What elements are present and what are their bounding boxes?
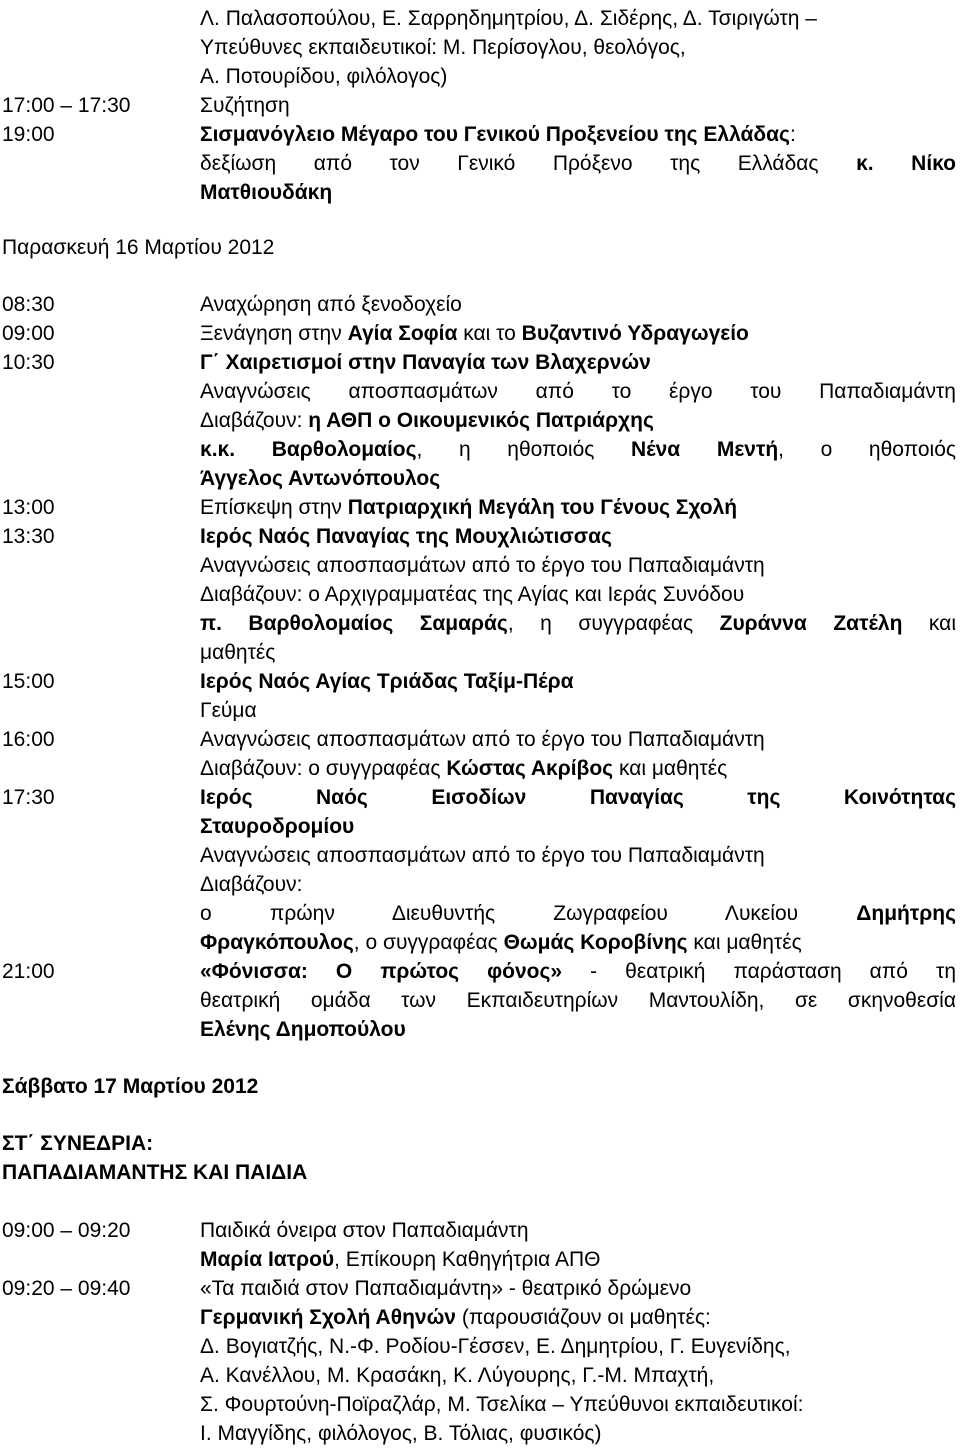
bold-text: Ματθιουδάκη: [200, 181, 333, 204]
text: Α. Κανέλλου, Μ. Κρασάκη, Κ. Λύγουρης, Γ.-Μ. Μπαχτή,: [200, 1364, 715, 1387]
section-heading: [2, 1158, 307, 1188]
schedule-text: [200, 290, 956, 320]
schedule-line: [0, 1129, 958, 1159]
text: , Επίκουρη Καθηγήτρια ΑΠΘ: [334, 1248, 601, 1271]
schedule-line: [0, 319, 958, 349]
schedule-line: [0, 435, 958, 465]
text: ο πρώην Διευθυντής Ζωγραφείου Λυκείου: [200, 902, 857, 925]
schedule-line: [0, 33, 958, 63]
text: Αναγνώσεις αποσπασμάτων από το έργο του Παπαδιαμάντη: [200, 728, 765, 751]
schedule-text: [200, 812, 956, 842]
bold-text: «Φόνισσα: Ο πρώτος φόνος»: [200, 960, 563, 983]
schedule-line: [0, 667, 958, 697]
schedule-text: [200, 33, 956, 63]
bold-text: Θωμάς Κοροβίνης: [503, 931, 688, 954]
schedule-line: [0, 62, 958, 92]
schedule-text: [200, 957, 956, 987]
text: Παιδικά όνειρα στον Παπαδιαμάντη: [200, 1219, 529, 1242]
schedule-time: 13:30: [2, 525, 55, 548]
text: Αναγνώσεις αποσπασμάτων από το έργο του Παπαδιαμάντη: [200, 380, 956, 403]
schedule-line: [0, 493, 958, 523]
schedule-text: [200, 522, 956, 552]
bold-text: Δημήτρης: [856, 902, 956, 925]
bold-text: π. Βαρθολομαίος Σαμαράς: [200, 612, 508, 635]
schedule-text: [200, 1015, 956, 1045]
schedule-text: [200, 1303, 956, 1333]
schedule-line: [0, 870, 958, 900]
schedule-text: [200, 667, 956, 697]
schedule-line: [0, 899, 958, 929]
bold-text: Πατριαρχική Μεγάλη του Γένους Σχολή: [347, 496, 738, 519]
bold-text: Βυζαντινό Υδραγωγείο: [521, 322, 749, 345]
schedule-line: [0, 1332, 958, 1362]
text: Συζήτηση: [200, 94, 290, 117]
schedule-line: [0, 348, 958, 378]
text: και μαθητές: [613, 757, 728, 780]
schedule-line: [0, 1158, 958, 1188]
text: Υπεύθυνες εκπαιδευτικοί: Μ. Περίσογλου, θεολόγος,: [200, 36, 686, 59]
schedule-time: 17:00 – 17:30: [2, 94, 131, 117]
schedule-text: [200, 1390, 956, 1420]
text: , η συγγραφέας: [507, 612, 720, 635]
schedule-text: [200, 754, 956, 784]
text: Επίσκεψη στην: [200, 496, 348, 519]
schedule-line: [0, 4, 958, 34]
schedule-text: [200, 1332, 956, 1362]
schedule-line: [0, 120, 958, 150]
schedule-line: [0, 725, 958, 755]
schedule-line: [0, 1216, 958, 1246]
schedule-line: [0, 290, 958, 320]
schedule-text: [200, 609, 956, 639]
schedule-text: [200, 435, 956, 465]
text: και το: [457, 322, 522, 345]
schedule-text: [200, 91, 956, 121]
schedule-line: [0, 696, 958, 726]
schedule-text: [200, 348, 956, 378]
schedule-text: [200, 841, 956, 871]
schedule-text: [200, 580, 956, 610]
schedule-time: 19:00: [2, 123, 55, 146]
schedule-text: [200, 928, 956, 958]
schedule-line: [0, 1245, 958, 1275]
schedule-line: [0, 377, 958, 407]
text: :: [789, 123, 796, 146]
schedule-text: [200, 406, 956, 436]
schedule-line: [0, 1361, 958, 1391]
schedule-text: [200, 120, 956, 150]
schedule-text: [200, 493, 956, 523]
schedule-line: [0, 149, 958, 179]
schedule-text: [200, 725, 956, 755]
schedule-text: [200, 1361, 956, 1391]
text: Δ. Βογιατζής, Ν.-Φ. Ροδίου-Γέσσεν, Ε. Δημητρίου, Γ. Ευγενίδης,: [200, 1335, 791, 1358]
schedule-text: [200, 870, 956, 900]
bold-text: Σισμανόγλειο Μέγαρο του Γενικού Προξενείου της Ελλάδας: [200, 123, 790, 146]
schedule-line: [0, 580, 958, 610]
bold-text: Σάββατο 17 Μαρτίου 2012: [2, 1075, 259, 1098]
schedule-line: [0, 783, 958, 813]
schedule-text: [200, 62, 956, 92]
schedule-line: [0, 841, 958, 871]
text: Διαβάζουν: ο Αρχιγραμματέας της Αγίας και Ιεράς Συνόδου: [200, 583, 745, 606]
schedule-time: 08:30: [2, 293, 55, 316]
text: - θεατρική παράσταση από τη: [562, 960, 956, 983]
schedule-line: [0, 233, 958, 263]
schedule-time: 16:00: [2, 728, 55, 751]
schedule-time: 09:20 – 09:40: [2, 1277, 131, 1300]
text: , ο ηθοποιός: [778, 438, 956, 461]
schedule-text: [200, 1216, 956, 1246]
bold-text: Σταυροδρομίου: [200, 815, 355, 838]
text: Ξενάγηση στην: [200, 322, 348, 345]
bold-text: Ελένης Δημοπούλου: [200, 1018, 406, 1041]
bold-text: Γερμανική Σχολή Αθηνών: [200, 1306, 456, 1329]
schedule-line: [0, 406, 958, 436]
schedule-text: [200, 1419, 956, 1449]
schedule-line: [0, 1390, 958, 1420]
bold-text: η ΑΘΠ ο Οικουμενικός Πατριάρχης: [308, 409, 654, 432]
schedule-line: [0, 609, 958, 639]
schedule-line: [0, 638, 958, 668]
text: Σ. Φουρτούνη-Ποϊραζλάρ, Μ. Τσελίκα – Υπεύθυνοι εκπαιδευτικοί:: [200, 1393, 804, 1416]
text: «Τα παιδιά στον Παπαδιαμάντη» - θεατρικό δρώμενο: [200, 1277, 692, 1300]
schedule-line: [0, 957, 958, 987]
bold-text: Φραγκόπουλος: [200, 931, 354, 954]
text: Ι. Μαγγίδης, φιλόλογος, Β. Τόλιας, φυσικός): [200, 1422, 602, 1445]
schedule-time: 13:00: [2, 496, 55, 519]
text: Αναγνώσεις αποσπασμάτων από το έργο του Παπαδιαμάντη: [200, 844, 765, 867]
bold-text: κ. Νίκο: [856, 152, 956, 175]
text: Γεύμα: [200, 699, 257, 722]
schedule-text: [200, 149, 956, 179]
text: Παρασκευή 16 Μαρτίου 2012: [2, 236, 275, 259]
bold-text: Αγία Σοφία: [347, 322, 458, 345]
schedule-line: [0, 812, 958, 842]
schedule-text: [200, 551, 956, 581]
text: Διαβάζουν:: [200, 873, 303, 896]
schedule-text: [200, 178, 956, 208]
schedule-line: [0, 986, 958, 1016]
schedule-text: [200, 377, 956, 407]
schedule-time: 09:00 – 09:20: [2, 1219, 131, 1242]
schedule-text: [200, 783, 956, 813]
schedule-line: [0, 1419, 958, 1449]
bold-text: ΠΑΠΑΔΙΑΜΑΝΤΗΣ ΚΑΙ ΠΑΙΔΙΑ: [2, 1161, 308, 1184]
schedule-text: [200, 464, 956, 494]
schedule-line: [0, 1072, 958, 1102]
text: Λ. Παλασοπούλου, Ε. Σαρρηδημητρίου, Δ. Σιδέρης, Δ. Τσιριγώτη –: [200, 7, 817, 30]
schedule-line: [0, 1015, 958, 1045]
bold-text: Νένα Μεντή: [630, 438, 779, 461]
schedule-text: [200, 986, 956, 1016]
schedule-text: [200, 696, 956, 726]
text: Διαβάζουν: ο συγγραφέας: [200, 757, 447, 780]
schedule-line: [0, 551, 958, 581]
text: και: [902, 612, 956, 635]
schedule-line: [0, 1274, 958, 1304]
text: Διαβάζουν:: [200, 409, 309, 432]
schedule-line: [0, 91, 958, 121]
text: Αναχώρηση από ξενοδοχείο: [200, 293, 462, 316]
text: δεξίωση από τον Γενικό Πρόξενο της Ελλάδας: [200, 152, 857, 175]
bold-text: Ιερός Ναός Αγίας Τριάδας Ταξίμ-Πέρα: [200, 670, 574, 693]
schedule-text: [200, 1245, 956, 1275]
schedule-text: [200, 4, 956, 34]
schedule-time: 17:30: [2, 786, 55, 809]
text: (παρουσιάζουν οι μαθητές:: [456, 1306, 711, 1329]
schedule-text: [200, 1274, 956, 1304]
schedule-line: [0, 178, 958, 208]
bold-text: Κώστας Ακρίβος: [446, 757, 614, 780]
bold-text: Ιερός Ναός Εισοδίων Παναγίας της Κοινότητας: [200, 786, 956, 809]
schedule-time: 09:00: [2, 322, 55, 345]
bold-text: Άγγελος Αντωνόπουλος: [200, 467, 441, 490]
schedule-text: [200, 319, 956, 349]
text: , η ηθοποιός: [416, 438, 631, 461]
bold-text: Μαρία Ιατρού: [200, 1248, 335, 1271]
schedule-line: [0, 522, 958, 552]
bold-text: κ.κ. Βαρθολομαίος: [200, 438, 417, 461]
section-heading: [2, 1072, 258, 1102]
schedule-text: [200, 638, 956, 668]
bold-text: Γ΄ Χαιρετισμοί στην Παναγία των Βλαχερνών: [200, 351, 651, 374]
schedule-line: [0, 464, 958, 494]
schedule-line: [0, 928, 958, 958]
schedule-time: 21:00: [2, 960, 55, 983]
schedule-line: [0, 1303, 958, 1333]
section-heading: [2, 233, 274, 263]
bold-text: Ζυράννα Ζατέλη: [719, 612, 903, 635]
section-heading: [2, 1129, 153, 1159]
text: Α. Ποτουρίδου, φιλόλογος): [200, 65, 448, 88]
text: , ο συγγραφέας: [353, 931, 504, 954]
schedule-time: 15:00: [2, 670, 55, 693]
text: μαθητές: [200, 641, 276, 664]
schedule-line: [0, 754, 958, 784]
text: και μαθητές: [687, 931, 802, 954]
text: θεατρική ομάδα των Εκπαιδευτηρίων Μαντουλίδη, σε σκηνοθεσία: [200, 989, 956, 1012]
text: Αναγνώσεις αποσπασμάτων από το έργο του Παπαδιαμάντη: [200, 554, 765, 577]
schedule-time: 10:30: [2, 351, 55, 374]
bold-text: Ιερός Ναός Παναγίας της Μουχλιώτισσας: [200, 525, 612, 548]
schedule-text: [200, 899, 956, 929]
bold-text: ΣΤ΄ ΣΥΝΕΔΡΙΑ:: [2, 1132, 154, 1155]
